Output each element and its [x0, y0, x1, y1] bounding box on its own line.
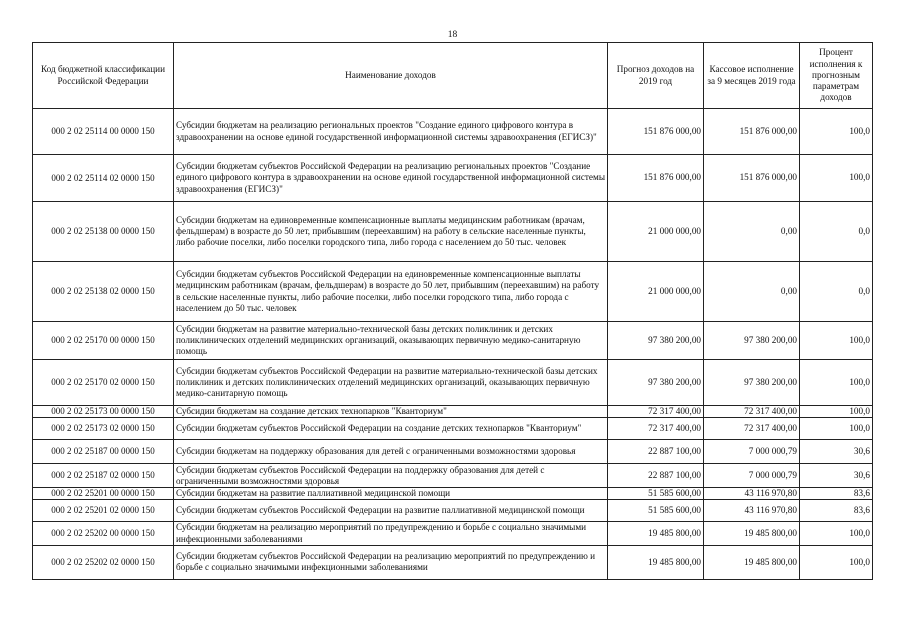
- row-executed: 151 876 000,00: [704, 109, 800, 155]
- row-code: 000 2 02 25170 02 0000 150: [33, 360, 174, 406]
- table-row: [33, 522, 873, 545]
- row-forecast: 97 380 200,00: [608, 360, 704, 406]
- table-row: [33, 360, 873, 406]
- table-row: [33, 155, 873, 202]
- row-forecast: 22 887 100,00: [608, 440, 704, 464]
- table-row: [33, 418, 873, 440]
- row-code: 000 2 02 25138 02 0000 150: [33, 262, 174, 322]
- table-row: [33, 500, 873, 522]
- row-code: 000 2 02 25202 02 0000 150: [33, 545, 174, 579]
- table-row: [33, 488, 873, 500]
- row-name: Субсидии бюджетам на поддержку образования для детей с ограниченными возможностями здоровья: [174, 440, 608, 464]
- row-name: Субсидии бюджетам субъектов Российской Федерации на создание детских технопарков "Кванториум": [174, 418, 608, 440]
- row-executed: 43 116 970,80: [704, 488, 800, 500]
- row-name: Субсидии бюджетам на развитие паллиативной медицинской помощи: [174, 488, 608, 500]
- row-forecast: 151 876 000,00: [608, 155, 704, 202]
- table-row: [33, 109, 873, 155]
- row-forecast: 19 485 800,00: [608, 545, 704, 579]
- row-name: Субсидии бюджетам субъектов Российской Федерации на реализацию мероприятий по предупреждению и борьбе с социально значимыми инфекционными заболеваниями: [174, 545, 608, 579]
- row-percent: 100,0: [800, 155, 873, 202]
- table-row: [33, 322, 873, 360]
- table-header-row: [33, 43, 873, 109]
- row-percent: 100,0: [800, 522, 873, 545]
- table-row: [33, 406, 873, 418]
- row-executed: 0,00: [704, 202, 800, 262]
- row-forecast: 151 876 000,00: [608, 109, 704, 155]
- row-forecast: 21 000 000,00: [608, 262, 704, 322]
- row-percent: 83,6: [800, 488, 873, 500]
- row-code: 000 2 02 25173 02 0000 150: [33, 418, 174, 440]
- row-executed: 19 485 800,00: [704, 522, 800, 545]
- row-percent: 0,0: [800, 262, 873, 322]
- row-executed: 72 317 400,00: [704, 406, 800, 418]
- row-executed: 0,00: [704, 262, 800, 322]
- row-name: Субсидии бюджетам субъектов Российской Федерации на реализацию региональных проектов "Создание единого цифрового контура в здравоохранении на основе единой государственной информационной системы здравоохранения (ЕГИСЗ)": [174, 155, 608, 202]
- row-code: 000 2 02 25202 00 0000 150: [33, 522, 174, 545]
- row-code: 000 2 02 25170 00 0000 150: [33, 322, 174, 360]
- row-percent: 100,0: [800, 418, 873, 440]
- page-number: 18: [447, 30, 458, 40]
- row-forecast: 51 585 600,00: [608, 488, 704, 500]
- row-executed: 97 380 200,00: [704, 322, 800, 360]
- row-executed: 7 000 000,79: [704, 464, 800, 488]
- revenue-table: [32, 42, 873, 580]
- table-row: [33, 262, 873, 322]
- row-name: Субсидии бюджетам на реализацию региональных проектов "Создание единого цифрового контура в здравоохранении на основе единой государственной информационной системы здравоохранения (ЕГИСЗ)": [174, 109, 608, 155]
- row-code: 000 2 02 25201 02 0000 150: [33, 500, 174, 522]
- row-percent: 100,0: [800, 322, 873, 360]
- row-percent: 30,6: [800, 464, 873, 488]
- row-code: 000 2 02 25138 00 0000 150: [33, 202, 174, 262]
- header-name: Наименование доходов: [174, 43, 608, 109]
- row-name: Субсидии бюджетам субъектов Российской Федерации на развитие паллиативной медицинской помощи: [174, 500, 608, 522]
- row-executed: 97 380 200,00: [704, 360, 800, 406]
- row-percent: 100,0: [800, 109, 873, 155]
- row-code: 000 2 02 25187 02 0000 150: [33, 464, 174, 488]
- row-name: Субсидии бюджетам на единовременные компенсационные выплаты медицинским работникам (врачам, фельдшерам) в возрасте до 50 лет, прибывшим (переехавшим) на работу в сельские населенные пункты, либо рабочие поселки, либо поселки городского типа, либо города с населением до 50 тыс. человек: [174, 202, 608, 262]
- header-executed: Кассовое исполнение за 9 месяцев 2019 года: [704, 43, 800, 109]
- table-row: [33, 440, 873, 464]
- row-executed: 151 876 000,00: [704, 155, 800, 202]
- table-row: [33, 464, 873, 488]
- row-forecast: 22 887 100,00: [608, 464, 704, 488]
- row-percent: 0,0: [800, 202, 873, 262]
- row-name: Субсидии бюджетам на реализацию мероприятий по предупреждению и борьбе с социально значимыми инфекционными заболеваниями: [174, 522, 608, 545]
- table-body: [33, 109, 873, 580]
- table-row: [33, 545, 873, 579]
- row-name: Субсидии бюджетам субъектов Российской Федерации на поддержку образования для детей с ограниченными возможностями здоровья: [174, 464, 608, 488]
- row-executed: 19 485 800,00: [704, 545, 800, 579]
- row-executed: 72 317 400,00: [704, 418, 800, 440]
- row-code: 000 2 02 25114 00 0000 150: [33, 109, 174, 155]
- row-code: 000 2 02 25187 00 0000 150: [33, 440, 174, 464]
- row-percent: 100,0: [800, 545, 873, 579]
- row-executed: 7 000 000,79: [704, 440, 800, 464]
- row-name: Субсидии бюджетам субъектов Российской Федерации на единовременные компенсационные выплаты медицинским работникам (врачам, фельдшерам) в возрасте до 50 лет, прибывшим (переехавшим) на работу в сельские населенные пункты, либо рабочие поселки, либо поселки городского типа, либо города с населением до 50 тыс. человек: [174, 262, 608, 322]
- row-name: Субсидии бюджетам субъектов Российской Федерации на развитие материально-технической базы детских поликлиник и детских поликлинических отделений медицинских организаций, оказывающих первичную медико-санитарную помощь: [174, 360, 608, 406]
- row-name: Субсидии бюджетам на развитие материально-технической базы детских поликлиник и детских поликлинических отделений медицинских организаций, оказывающих первичную медико-санитарную помощь: [174, 322, 608, 360]
- header-forecast: Прогноз доходов на 2019 год: [608, 43, 704, 109]
- row-code: 000 2 02 25173 00 0000 150: [33, 406, 174, 418]
- header-code: Код бюджетной классификации Российской Федерации: [33, 43, 174, 109]
- row-forecast: 21 000 000,00: [608, 202, 704, 262]
- row-forecast: 97 380 200,00: [608, 322, 704, 360]
- row-name: Субсидии бюджетам на создание детских технопарков "Кванториум": [174, 406, 608, 418]
- row-forecast: 72 317 400,00: [608, 406, 704, 418]
- table-row: [33, 202, 873, 262]
- row-code: 000 2 02 25114 02 0000 150: [33, 155, 174, 202]
- header-percent: Процент исполнения к прогнозным параметрам доходов: [800, 43, 873, 109]
- row-forecast: 51 585 600,00: [608, 500, 704, 522]
- row-percent: 100,0: [800, 360, 873, 406]
- row-percent: 100,0: [800, 406, 873, 418]
- row-forecast: 72 317 400,00: [608, 418, 704, 440]
- row-percent: 30,6: [800, 440, 873, 464]
- row-forecast: 19 485 800,00: [608, 522, 704, 545]
- row-code: 000 2 02 25201 00 0000 150: [33, 488, 174, 500]
- row-percent: 83,6: [800, 500, 873, 522]
- row-executed: 43 116 970,80: [704, 500, 800, 522]
